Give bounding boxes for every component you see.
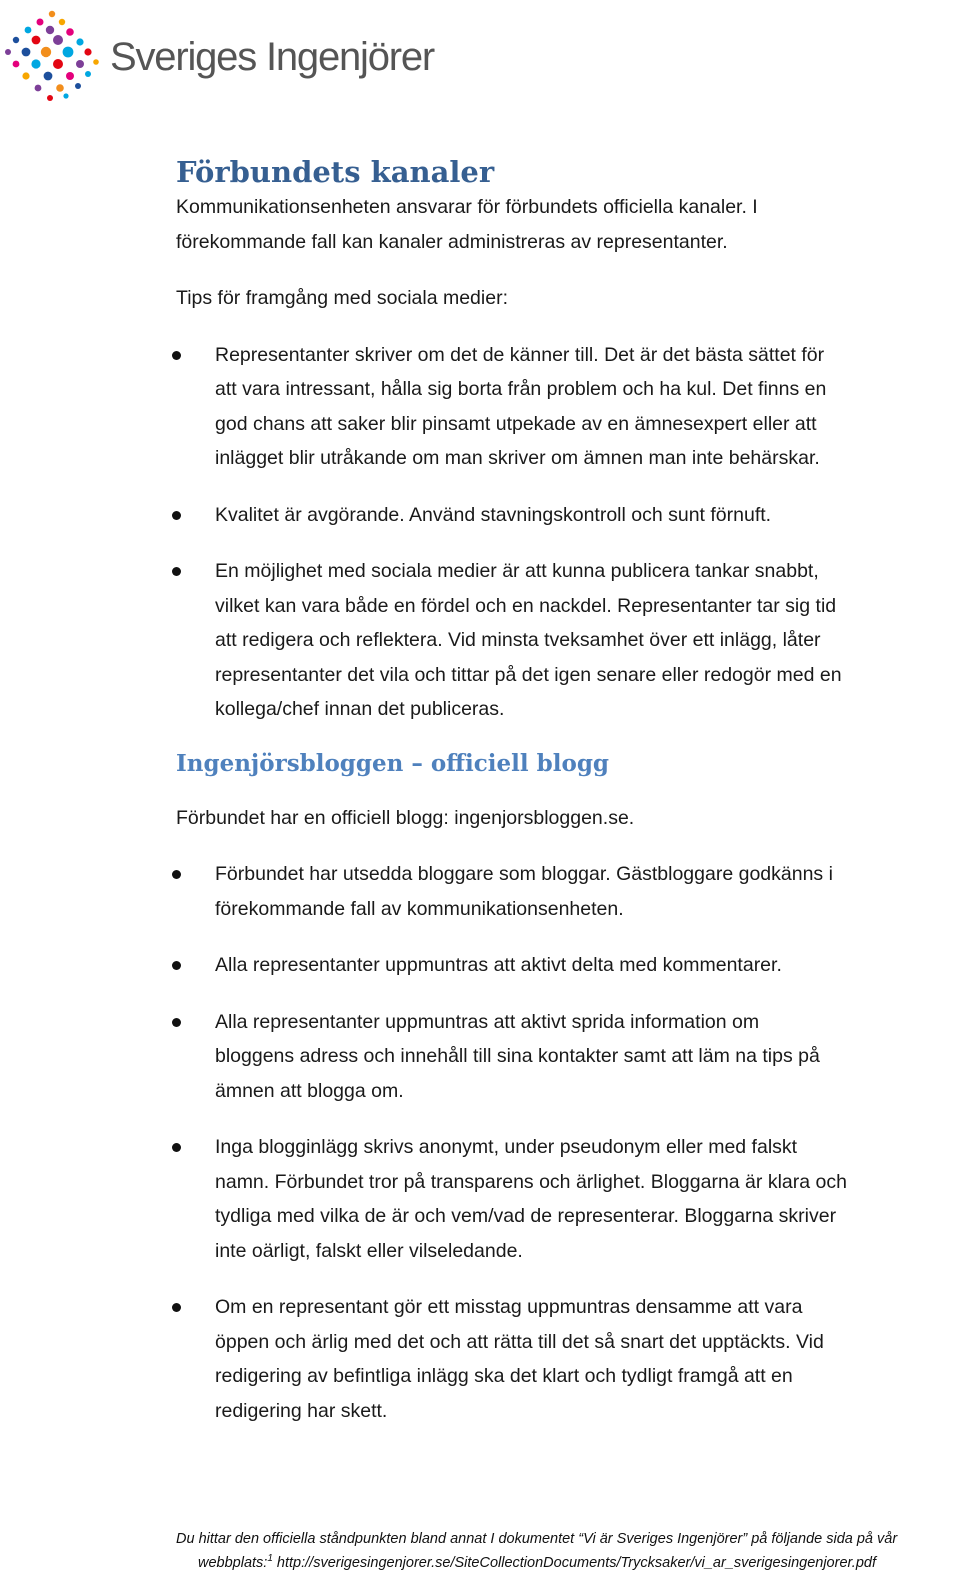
list-item-line: inte oärligt, falskt eller vilseledande. bbox=[215, 1239, 523, 1262]
footnote bbox=[176, 1529, 956, 1573]
logo-dot bbox=[59, 19, 65, 25]
bullet-icon bbox=[172, 1143, 181, 1152]
footnote-line-1: Du hittar den officiella ståndpunkten bland annat I dokumentet “Vi är Sveriges Ingenjörer” på följande sida på vår bbox=[176, 1531, 898, 1547]
list-item-line: Kvalitet är avgörande. Använd stavningskontroll och sunt förnuft. bbox=[215, 503, 772, 526]
logo-wordmark: Sveriges Ingenjörer bbox=[110, 35, 435, 79]
logo-dot bbox=[75, 83, 81, 89]
list-item-line: öppen och ärlig med det och att rätta till det så snart det upptäckts. Vid bbox=[215, 1330, 824, 1353]
logo-dot bbox=[5, 49, 11, 55]
logo-dot bbox=[13, 61, 20, 68]
list-item bbox=[176, 498, 946, 533]
list-item bbox=[176, 1005, 946, 1109]
list-item-line: tydliga med vilka de är och vem/vad de representerar. Bloggarna skriver bbox=[215, 1205, 837, 1227]
list-item-line: att vara intressant, hålla sig borta från problem och ha kul. Det finns en bbox=[215, 378, 827, 400]
logo-dot bbox=[66, 72, 74, 80]
list-item-line: Representanter skriver om det de känner till. Det är det bästa sättet för bbox=[215, 343, 825, 366]
list-item-line: bloggens adress och innehåll till sina kontakter samt att läm na tips på bbox=[215, 1045, 820, 1067]
list-item-line: god chans att saker blir pinsamt utpekade av en ämnesexpert eller att bbox=[215, 412, 817, 435]
section-heading-forbundets-kanaler: Förbundets kanaler bbox=[176, 155, 495, 189]
list-item bbox=[176, 948, 946, 983]
bullet-icon bbox=[172, 961, 181, 970]
logo-dot bbox=[35, 85, 42, 92]
list-item bbox=[176, 338, 946, 476]
list-item-line: kollega/chef innan det publiceras. bbox=[215, 698, 505, 720]
list-item bbox=[176, 1290, 946, 1428]
logo-dot bbox=[84, 48, 91, 55]
list-item-line: Alla representanter uppmuntras att aktivt delta med kommentarer. bbox=[215, 954, 782, 976]
list-item-line: namn. Förbundet tror på transparens och ärlighet. Bloggarna är klara och bbox=[215, 1170, 847, 1193]
footnote-prefix: webbplats: bbox=[198, 1554, 268, 1571]
list-item-line: vilket kan vara både en fördel och en nackdel. Representanter tar sig tid bbox=[215, 594, 837, 617]
list-item-line: Inga blogginlägg skrivs anonymt, under pseudonym eller med falskt bbox=[215, 1136, 798, 1158]
bullet-icon bbox=[172, 1303, 181, 1312]
bullet-icon bbox=[172, 351, 181, 360]
logo-dot bbox=[47, 95, 53, 101]
bullet-icon bbox=[172, 870, 181, 879]
logo-dot bbox=[22, 48, 31, 57]
section1-intro bbox=[176, 190, 946, 259]
logo-dot bbox=[63, 93, 68, 98]
logo-dot bbox=[49, 11, 55, 17]
logo-dot bbox=[85, 71, 91, 77]
logo-dot bbox=[22, 72, 29, 79]
logo-dot bbox=[46, 26, 54, 34]
logo-dot bbox=[56, 84, 64, 92]
footnote-url[interactable]: http://sverigesingenjorer.se/SiteCollectionDocuments/Trycksaker/vi_ar_sverigesingenjorer.pdf bbox=[272, 1554, 876, 1571]
list-item-line: att redigera och reflektera. Vid minsta tveksamhet över ett inlägg, låter bbox=[215, 629, 821, 651]
logo-dot bbox=[37, 19, 44, 26]
document-body bbox=[176, 152, 946, 1428]
blog-rules-list bbox=[176, 857, 946, 1428]
sveriges-ingenjorer-logo bbox=[4, 6, 444, 102]
logo-dot bbox=[53, 59, 63, 69]
list-item-line: inlägget blir utråkande om man skriver om ämnen man inte behärskar. bbox=[215, 447, 820, 469]
logo-dot bbox=[25, 27, 32, 34]
blog-intro: Förbundet har en officiell blogg: ingenjorsbloggen.se. bbox=[176, 806, 635, 829]
logo-dot bbox=[44, 72, 53, 81]
logo-dot bbox=[13, 37, 19, 43]
list-item-line: ämnen att blogga om. bbox=[215, 1079, 404, 1102]
list-item bbox=[176, 554, 946, 727]
bullet-icon bbox=[172, 567, 181, 576]
logo-dot bbox=[31, 59, 40, 68]
logo-dot bbox=[41, 47, 51, 57]
footnote-mark: 1 bbox=[267, 1553, 273, 1564]
list-item-line: Alla representanter uppmuntras att aktivt sprida information om bbox=[215, 1010, 760, 1033]
list-item bbox=[176, 857, 946, 926]
list-item-line: redigering av befintliga inlägg ska det klart och tydligt framgå att en bbox=[215, 1365, 793, 1387]
list-item-line: redigering har skett. bbox=[215, 1399, 388, 1422]
list-item-line: Om en representant gör ett misstag uppmuntras densamme att vara bbox=[215, 1296, 803, 1318]
logo-dot bbox=[93, 59, 99, 65]
logo-dot bbox=[53, 35, 63, 45]
list-item bbox=[176, 1130, 946, 1268]
intro-line: förekommande fall kan kanaler administreras av representanter. bbox=[176, 230, 728, 253]
list-item-line: representanter det vila och tittar på det igen senare eller redogör med en bbox=[215, 663, 842, 686]
logo-dot bbox=[76, 60, 84, 68]
intro-line: Kommunikationsenheten ansvarar för förbundets officiella kanaler. I bbox=[176, 196, 758, 218]
logo-dot bbox=[32, 36, 41, 45]
list-item-line: Förbundet har utsedda bloggare som bloggar. Gästbloggare godkänns i bbox=[215, 863, 833, 885]
tips-heading: Tips för framgång med sociala medier: bbox=[176, 287, 508, 309]
bullet-icon bbox=[172, 1018, 181, 1027]
logo-dot bbox=[66, 28, 74, 36]
bullet-icon bbox=[172, 511, 181, 520]
social-media-tips-list bbox=[176, 338, 946, 727]
list-item-line: förekommande fall av kommunikationsenheten. bbox=[215, 897, 624, 920]
logo-dot-mark-icon bbox=[4, 6, 444, 102]
logo-dot bbox=[76, 38, 83, 45]
list-item-line: En möjlighet med sociala medier är att kunna publicera tankar snabbt, bbox=[215, 560, 819, 582]
section-heading-ingenjorsbloggen: Ingenjörsbloggen – officiell blogg bbox=[176, 749, 609, 777]
footnote-line-2 bbox=[176, 1549, 956, 1573]
logo-dot bbox=[63, 47, 74, 58]
